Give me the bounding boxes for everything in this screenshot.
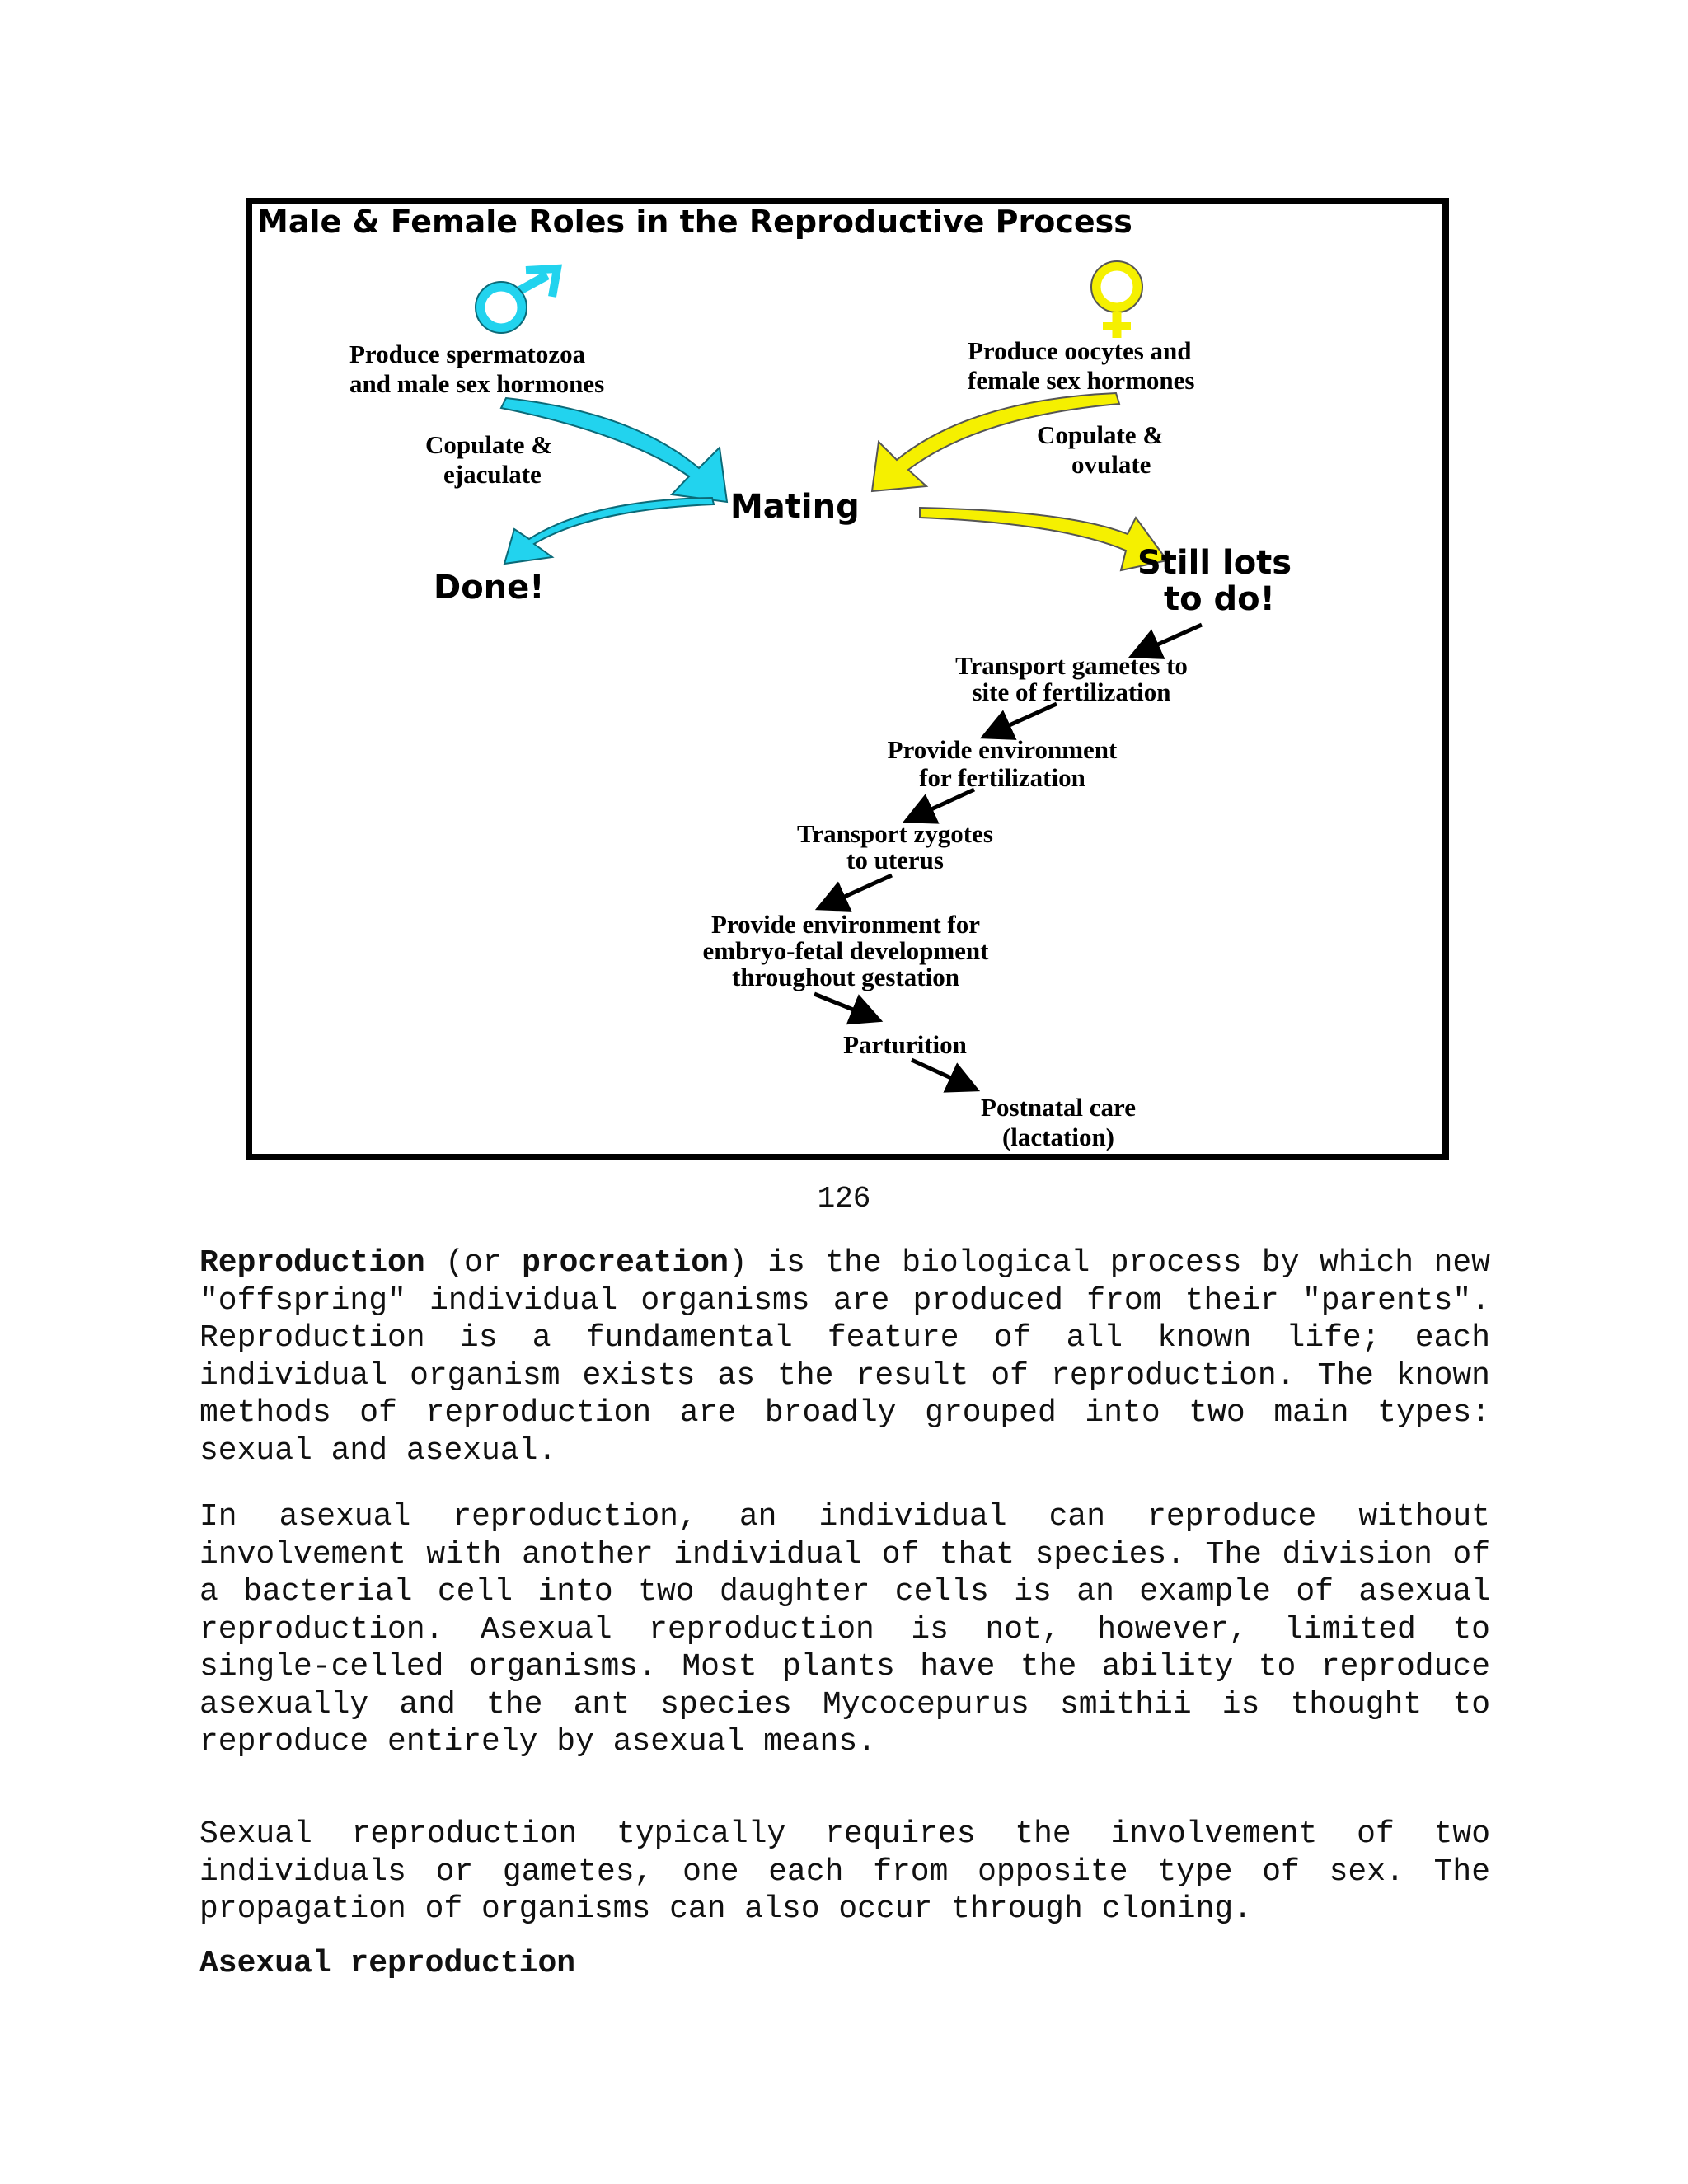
male-outcome-label: Done! (434, 569, 545, 607)
paragraph-reproduction-definition (199, 1244, 1490, 1469)
step-6-line-2: (lactation) (1001, 1122, 1115, 1151)
term-procreation: procreation (522, 1245, 729, 1281)
step-4-line-1: Provide environment for (710, 910, 981, 939)
male-role-line-2: and male sex hormones (349, 369, 605, 398)
step-1-line-1: Transport gametes to (955, 651, 1188, 680)
step-5-line-1: Parturition (843, 1030, 967, 1059)
step-3-line-1: Transport zygotes (797, 819, 993, 848)
section-heading: Asexual reproduction (199, 1946, 576, 1981)
step-2-line-1: Provide environment (887, 735, 1118, 764)
term-reproduction: Reproduction (199, 1245, 425, 1281)
step-2-line-2: for fertilization (919, 763, 1085, 792)
paragraph-1-text-b: ) is the biological process by which new "offspring" individual organisms are produced from their "parents". Reproduction is a fundamental feature of all known life; each individual organism exists as the result of reproduction. The known methods of reproduction are broadly grouped into two main types: sexual and asexual. (199, 1245, 1490, 1469)
step-1-line-2: site of fertilization (972, 677, 1171, 706)
female-outcome-line-1: Still lots (1137, 544, 1292, 582)
female-role-line-2: female sex hormones (968, 366, 1195, 395)
step-6-line-1: Postnatal care (981, 1093, 1136, 1122)
page-number: 126 (817, 1182, 871, 1216)
reproduction-roles-diagram (246, 198, 1449, 1160)
female-action-line-2: ovulate (1071, 450, 1151, 479)
step-3-line-2: to uterus (846, 846, 944, 874)
male-role-line-1: Produce spermatozoa (349, 340, 586, 368)
male-action-line-2: ejaculate (443, 460, 542, 489)
paragraph-asexual-reproduction: In asexual reproduction, an individual can reproduce without involvement with another individual of that species. The division of a bacterial cell into two daughter cells is an example of asexual reproduction. Asexual reproduction is not, however, limited to single-celled organisms. Most plants have the ability to reproduce asexually and the ant species Mycocepurus smithii is thought to reproduce entirely by asexual means. (199, 1499, 1490, 1760)
mating-label: Mating (730, 488, 860, 526)
paragraph-sexual-reproduction: Sexual reproduction typically requires the involvement of two individuals or gametes, one each from opposite type of sex. The propagation of organisms can also occur through cloning. (199, 1816, 1490, 1927)
diagram-title: Male & Female Roles in the Reproductive Process (257, 204, 1132, 240)
female-role-line-1: Produce oocytes and (968, 336, 1192, 365)
paragraph-1-text-a: (or (424, 1245, 523, 1281)
male-action-line-1: Copulate & (425, 430, 553, 459)
step-4-line-3: throughout gestation (732, 963, 959, 991)
female-outcome-line-2: to do! (1164, 580, 1275, 618)
step-4-line-2: embryo-fetal development (702, 936, 989, 965)
female-action-line-1: Copulate & (1037, 420, 1165, 449)
